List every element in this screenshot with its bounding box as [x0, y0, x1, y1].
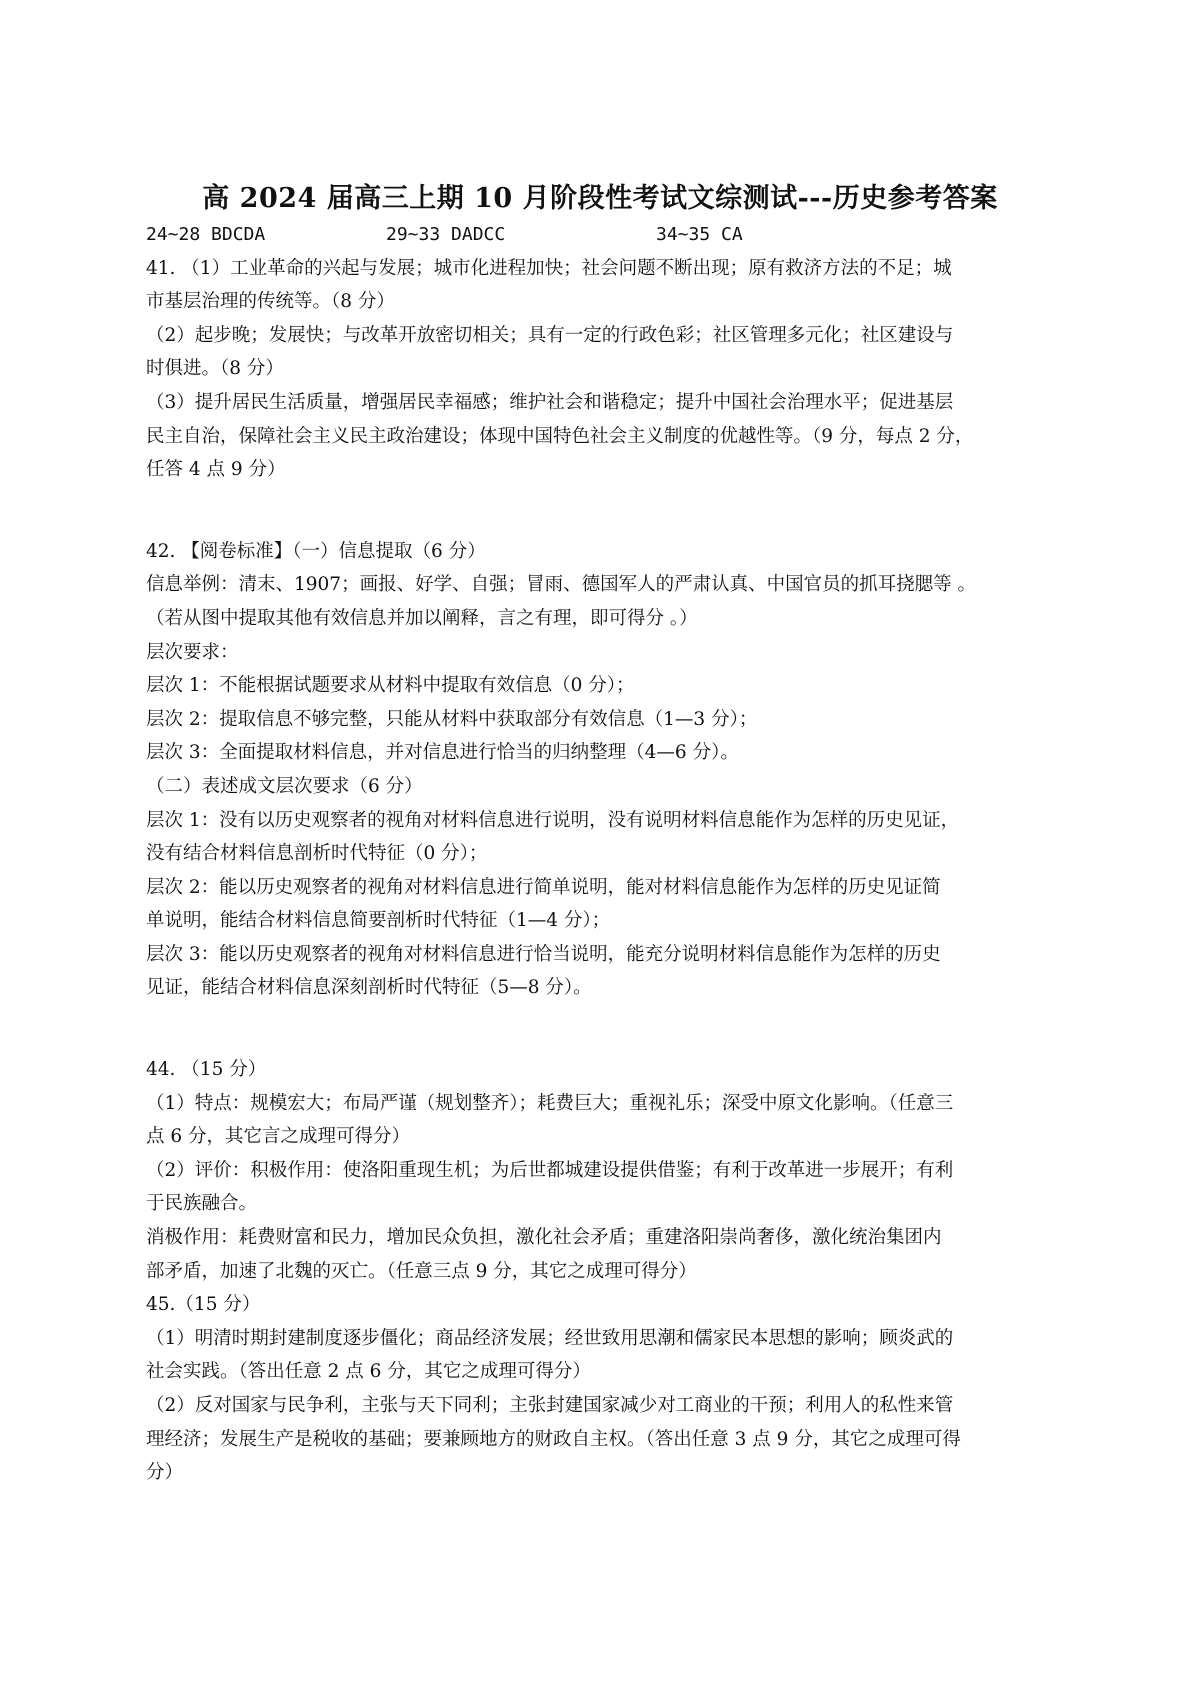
q42-line: 42. 【阅卷标准】（一）信息提取（6 分）	[146, 540, 486, 562]
q44-line: 部矛盾，加速了北魏的灭亡。（任意三点 9 分，其它之成理可得分）	[146, 1260, 697, 1282]
q44-line: （2）评价：积极作用：使洛阳重现生机；为后世都城建设提供借鉴；有利于改革进一步展开；有利	[146, 1159, 954, 1181]
q41-line: （2）起步晚；发展快；与改革开放密切相关；具有一定的行政色彩；社区管理多元化；社区建设与	[146, 324, 954, 346]
q44-line: （1）特点：规模宏大；布局严谨（规划整齐）；耗费巨大；重视礼乐；深受中原文化影响。（任意三	[146, 1092, 954, 1114]
q44-line: 44. （15 分）	[146, 1059, 267, 1081]
q44-line: 于民族融合。	[146, 1193, 258, 1215]
q41-line: 任答 4 点 9 分）	[146, 459, 286, 481]
q45-line: 分）	[146, 1462, 184, 1484]
q44-line: 点 6 分，其它言之成理可得分）	[146, 1126, 411, 1148]
q42-line: 层次 3：能以历史观察者的视角对材料信息进行恰当说明，能充分说明材料信息能作为怎样的历史	[146, 943, 941, 965]
q45-line: 社会实践。（答出任意 2 点 6 分，其它之成理可得分）	[146, 1361, 591, 1383]
section-spacer	[146, 1005, 1068, 1053]
page-title: 高 2024 届高三上期 10 月阶段性考试文综测试---历史参考答案	[202, 183, 998, 214]
q45-line: （2）反对国家与民争利，主张与天下同利；主张封建国家减少对工商业的干预；利用人的私性来管	[146, 1395, 954, 1416]
question-45-section	[146, 1288, 1068, 1490]
section-spacer	[146, 487, 1068, 535]
q42-line: 层次 3：全面提取材料信息，并对信息进行恰当的归纳整理（4—6 分）。	[146, 742, 739, 764]
question-44-section	[146, 1053, 1068, 1288]
q45-line: （1）明清时期封建制度逐步僵化；商品经济发展；经世致用思潮和儒家民本思想的影响；顾炎武的	[146, 1327, 954, 1349]
question-42-section	[146, 535, 1068, 1005]
q41-line: 时俱进。（8 分）	[146, 358, 284, 380]
multiple-choice-answers	[146, 218, 1068, 252]
question-41-section	[146, 252, 1068, 487]
q42-line: 层次 2：提取信息不够完整，只能从材料中获取部分有效信息（1—3 分）；	[146, 708, 758, 730]
mc-group-3: 34~35 CA	[656, 224, 743, 245]
q41-line: 市基层治理的传统等。（8 分）	[146, 291, 395, 313]
q42-line: 见证，能结合材料信息深刻剖析时代特征（5—8 分）。	[146, 977, 592, 999]
mc-group-2: 29~33 DADCC	[386, 224, 506, 245]
q45-line: 理经济；发展生产是税收的基础；要兼顾地方的财政自主权。（答出任意 3 点 9 分，其它之成理可得	[146, 1428, 961, 1450]
q42-line: （若从图中提取其他有效信息并加以阐释，言之有理，即可得分 。）	[146, 607, 698, 629]
q42-line: 没有结合材料信息剖析时代特征（0 分）；	[146, 843, 488, 865]
answer-content	[146, 218, 1068, 1490]
q42-line: 层次要求：	[146, 641, 239, 663]
mc-group-1: 24~28 BDCDA	[146, 224, 266, 245]
q42-line: 信息举例：清末、1907；画报、好学、自强；冒雨、德国军人的严肃认真、中国官员的抓耳挠腮等 。	[146, 574, 976, 596]
q42-line: 层次 2：能以历史观察者的视角对材料信息进行简单说明，能对材料信息能作为怎样的历史见证简	[146, 876, 941, 898]
q41-line: 民主自治，保障社会主义民主政治建设；体现中国特色社会主义制度的优越性等。（9 分，每点 2 分，	[146, 425, 974, 447]
q44-line: 消极作用：耗费财富和民力，增加民众负担，激化社会矛盾；重建洛阳崇尚奢侈，激化统治集团内	[146, 1227, 942, 1249]
q41-line: （3）提升居民生活质量，增强居民幸福感；维护社会和谐稳定；提升中国社会治理水平；促进基层	[146, 391, 954, 413]
q42-line: 层次 1：不能根据试题要求从材料中提取有效信息（0 分）；	[146, 675, 635, 697]
q42-line: （二）表述成文层次要求（6 分）	[146, 775, 423, 797]
q42-line: 单说明，能结合材料信息简要剖析时代特征（1—4 分）；	[146, 910, 611, 932]
q41-line: 41. （1）工业革命的兴起与发展；城市化进程加快；社会问题不断出现；原有救济方法的不足；城	[146, 257, 952, 279]
q42-line: 层次 1：没有以历史观察者的视角对材料信息进行说明，没有说明材料信息能作为怎样的历史见证，	[146, 809, 960, 831]
q45-line: 45.（15 分）	[146, 1294, 261, 1316]
